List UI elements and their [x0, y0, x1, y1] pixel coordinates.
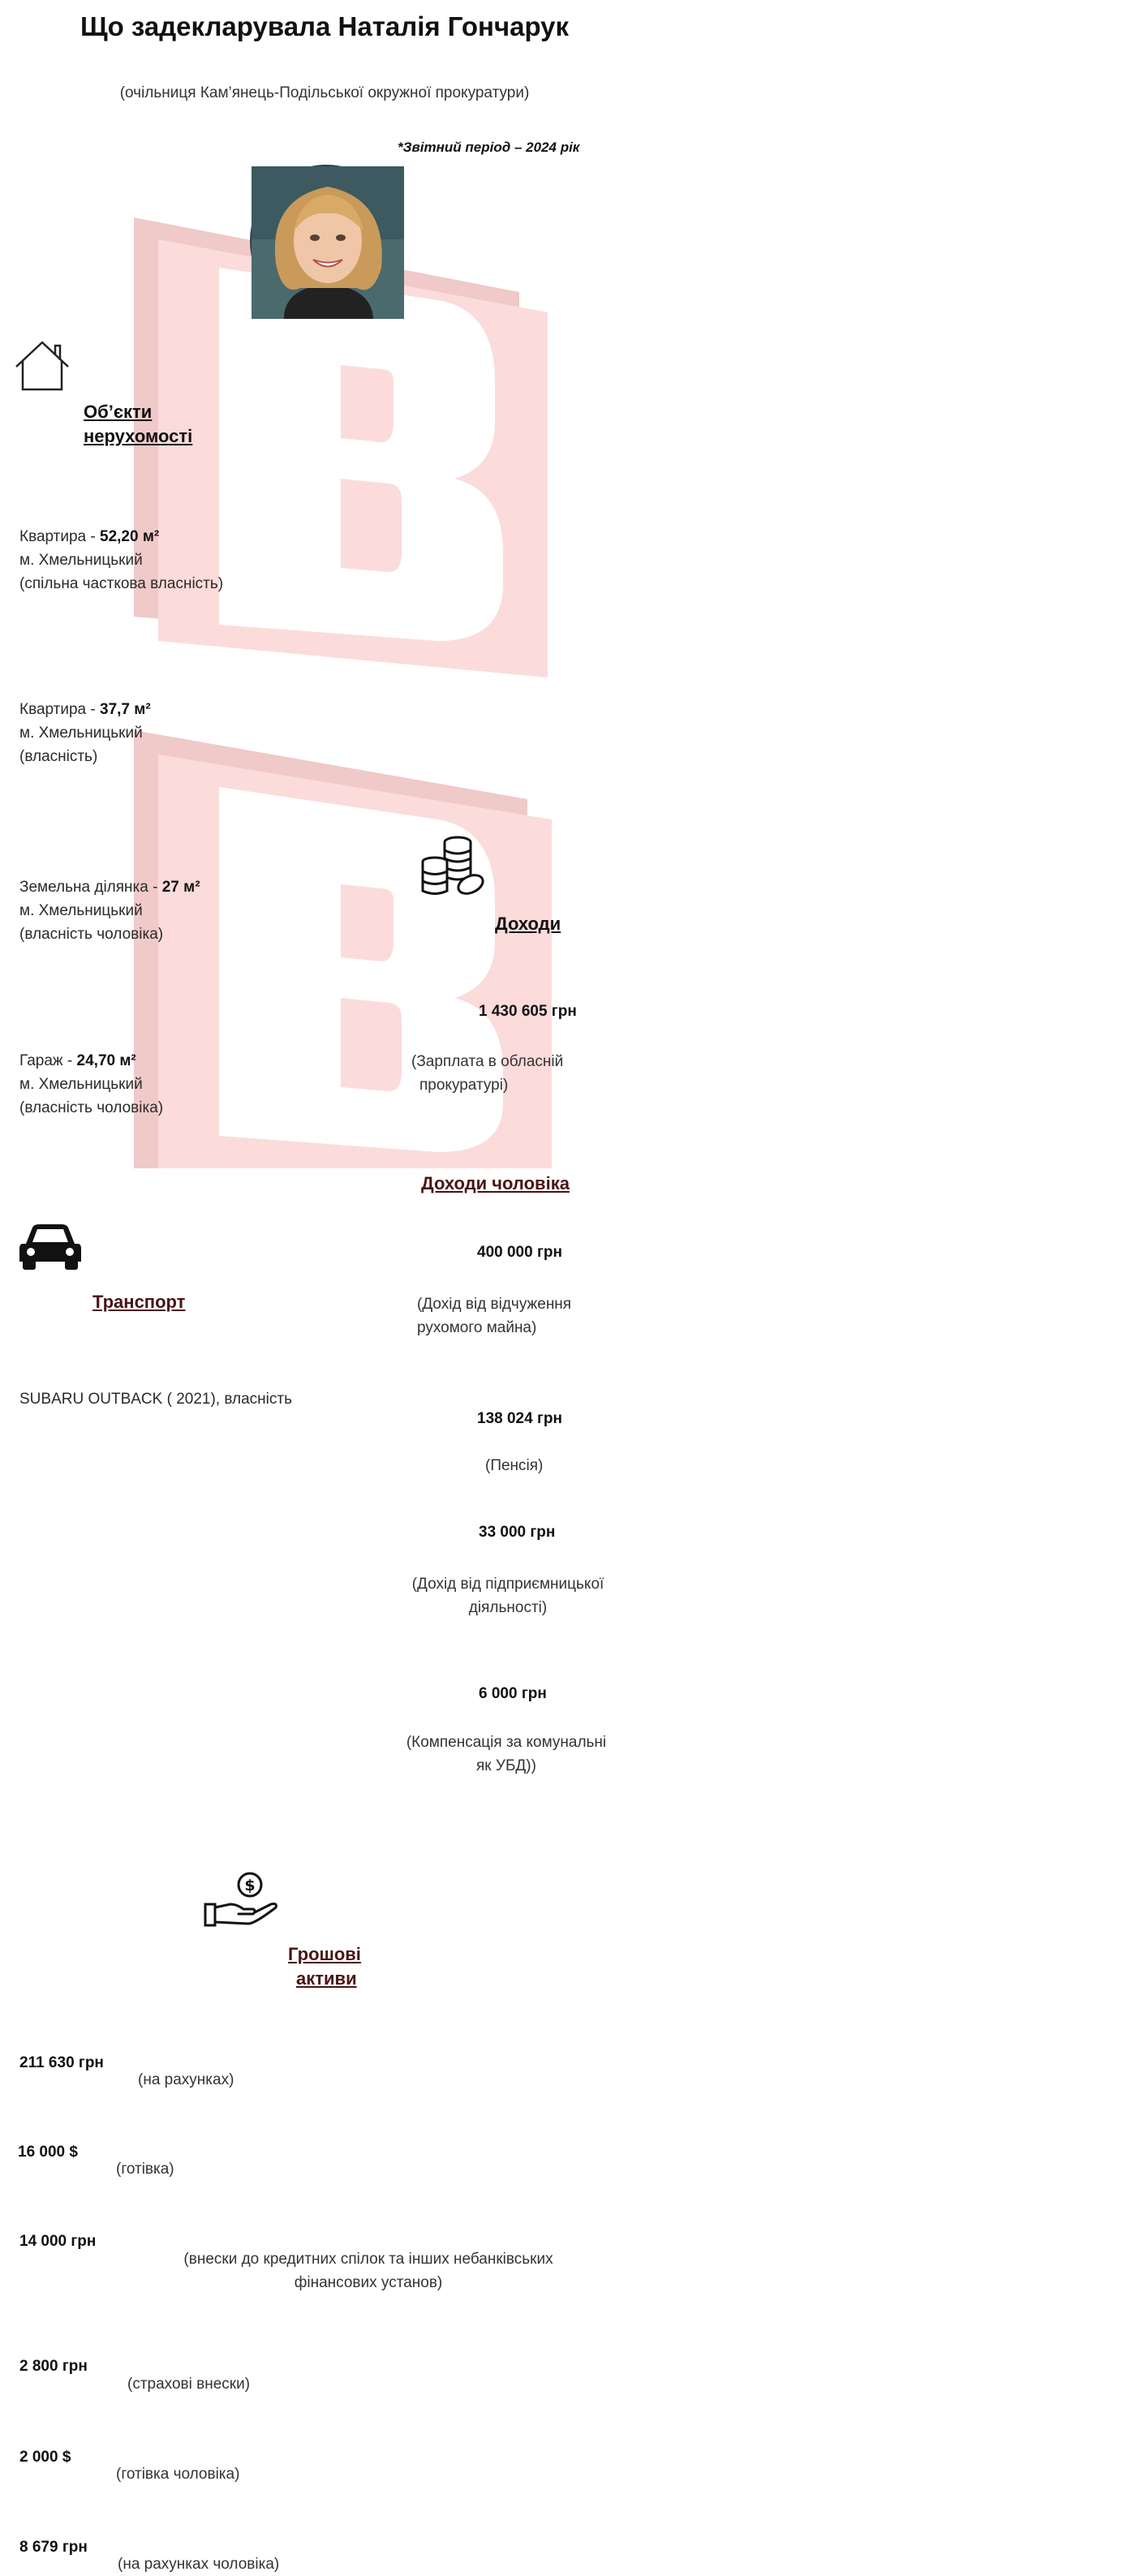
real-estate-heading-line2: нерухомості — [84, 426, 193, 446]
husband-income-amount-4: 6 000 грн — [479, 1685, 547, 1702]
reporting-period: *Звітний період – 2024 рік — [398, 140, 580, 155]
property-type: Квартира - — [19, 701, 100, 718]
husband-income-note-2: (Пенсія) — [485, 1457, 544, 1474]
husband-income-heading: Доходи чоловіка — [421, 1173, 570, 1193]
svg-text:$: $ — [244, 1877, 256, 1894]
property-city: м. Хмельницький — [19, 725, 143, 742]
cash-asset-note-6: (на рахунках чоловіка) — [118, 2556, 280, 2573]
cash-asset-amount-6: 8 679 грн — [19, 2539, 88, 2556]
cash-asset-note-2: (готівка) — [116, 2161, 174, 2178]
property-area: 37,7 м² — [100, 701, 151, 718]
property-city: м. Хмельницький — [19, 902, 143, 919]
property-ownership: (власність) — [19, 748, 98, 765]
property-ownership: (спільна часткова власність) — [19, 575, 224, 592]
portrait-icon — [252, 166, 404, 319]
note-line2: діяльності) — [468, 1599, 548, 1616]
husband-income-amount-2: 138 024 грн — [477, 1410, 562, 1427]
note-line1: (Дохід від підприємницької — [411, 1576, 604, 1593]
property-type: Квартира - — [19, 528, 100, 545]
property-city: м. Хмельницький — [19, 1076, 143, 1093]
cash-asset-amount-1: 211 630 грн — [19, 2054, 104, 2071]
real-estate-heading — [84, 400, 733, 449]
note-line2: фінансових установ) — [294, 2274, 443, 2291]
page-title: Що задекларувала Наталія Гончарук — [80, 11, 570, 41]
property-type: Земельна ділянка - — [19, 879, 162, 896]
note-line1: (внески до кредитних спілок та інших небанківських — [183, 2251, 553, 2268]
house-icon — [13, 339, 71, 391]
cash-asset-note-1: (на рахунках) — [138, 2071, 234, 2088]
transport-heading: Транспорт — [92, 1292, 186, 1312]
husband-income-note-4 — [372, 1731, 641, 1778]
note-line1: (Дохід від відчуження — [417, 1296, 572, 1313]
husband-income-note-3 — [375, 1572, 641, 1619]
avatar — [250, 165, 402, 317]
property-item-1 — [19, 525, 669, 596]
property-area: 24,70 м² — [76, 1052, 136, 1069]
property-city: м. Хмельницький — [19, 552, 143, 569]
note-line2: як УБД)) — [476, 1757, 536, 1774]
cash-asset-note-4: (страхові внески) — [127, 2376, 251, 2393]
note-line2: рухомого майна) — [417, 1319, 537, 1336]
cash-asset-amount-4: 2 800 грн — [19, 2358, 88, 2375]
cash-asset-note-5: (готівка чоловіка) — [116, 2466, 240, 2483]
property-area: 52,20 м² — [100, 528, 160, 545]
note-line1: (Компенсація за комунальні — [406, 1734, 607, 1751]
transport-item: SUBARU OUTBACK ( 2021), власність — [19, 1391, 292, 1408]
real-estate-heading-line1: Об’єкти — [84, 402, 153, 422]
cash-assets-heading — [288, 1942, 937, 1991]
coins-icon — [420, 834, 487, 899]
income-note — [411, 1050, 1060, 1097]
property-ownership: (власність чоловіка) — [19, 1099, 164, 1116]
cash-asset-amount-3: 14 000 грн — [19, 2233, 97, 2250]
husband-income-amount-1: 400 000 грн — [477, 1244, 562, 1261]
income-heading: Доходи — [495, 914, 561, 934]
husband-income-note-1 — [417, 1292, 1066, 1340]
property-type: Гараж - — [19, 1052, 77, 1069]
car-icon — [18, 1219, 83, 1271]
property-ownership: (власність чоловіка) — [19, 926, 164, 943]
income-note-line2: прокуратурі) — [419, 1077, 509, 1094]
cash-asset-amount-5: 2 000 $ — [19, 2449, 71, 2466]
property-item-2 — [19, 698, 669, 768]
page-subtitle: (очільниця Кам’янець-Подільської окружної прокуратури) — [119, 84, 530, 101]
cash-asset-amount-2: 16 000 $ — [18, 2144, 78, 2161]
hand-money-icon — [203, 1872, 279, 1929]
income-note-line1: (Зарплата в обласній — [411, 1053, 564, 1070]
husband-income-amount-3: 33 000 грн — [479, 1524, 556, 1541]
property-area: 27 м² — [161, 879, 200, 896]
cash-assets-heading-line1: Грошові — [288, 1944, 361, 1964]
cash-asset-note-3 — [127, 2247, 610, 2294]
income-amount: 1 430 605 грн — [479, 1003, 577, 1020]
cash-assets-heading-line2: активи — [296, 1968, 357, 1989]
